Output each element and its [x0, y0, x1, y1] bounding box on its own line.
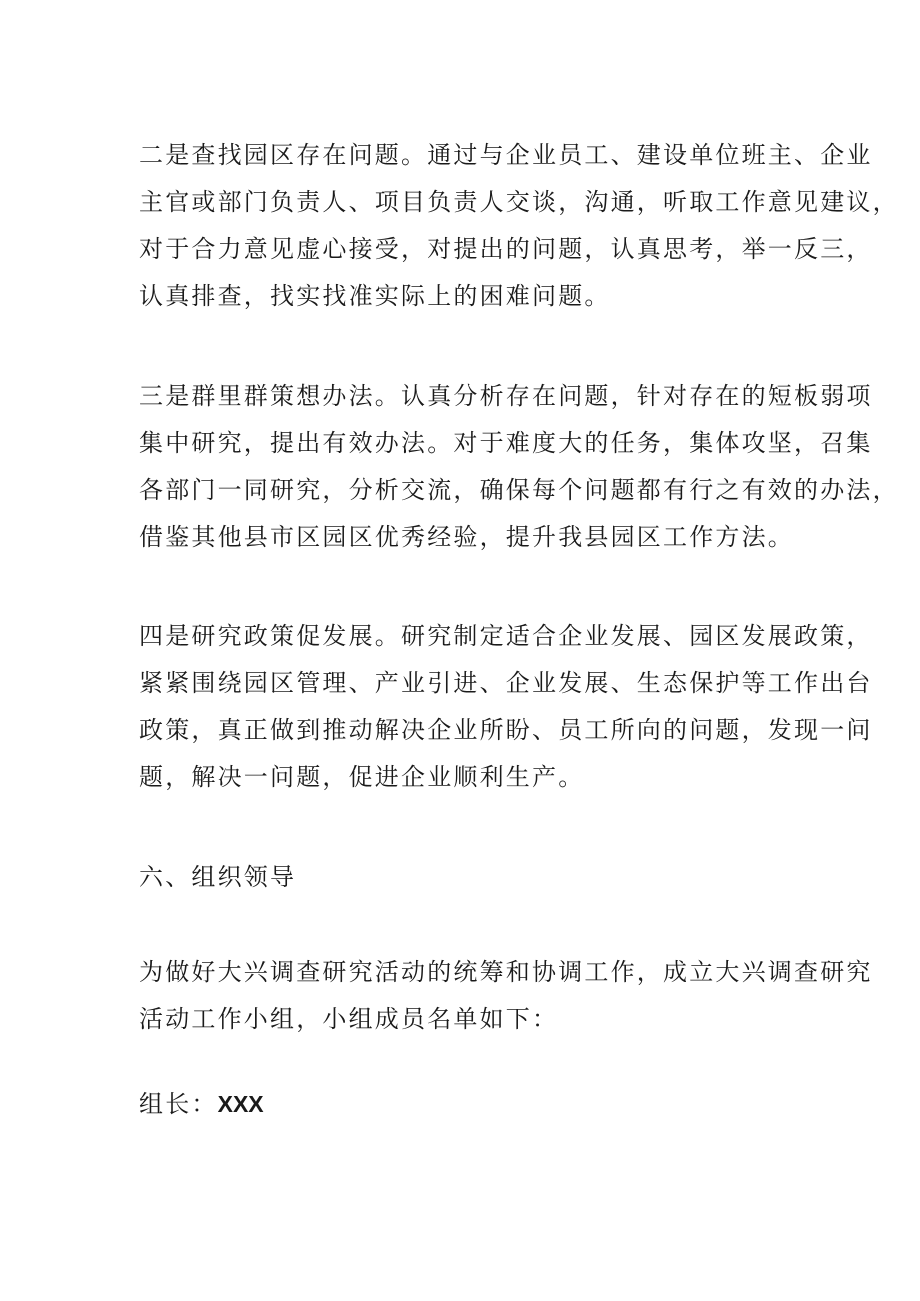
group-leader	[139, 1081, 804, 1128]
paragraph-collective-solutions	[139, 373, 899, 561]
text-line: 四是研究政策促发展。研究制定适合企业发展、园区发展政策，	[139, 622, 873, 650]
text-line: 活动工作小组，小组成员名单如下：	[139, 1005, 559, 1033]
text-line: 主官或部门负责人、项目负责人交谈，沟通，听取工作意见建议，	[139, 188, 899, 216]
paragraph-working-group	[139, 949, 873, 1043]
text-line: 集中研究，提出有效办法。对于难度大的任务，集体攻坚，召集	[139, 429, 873, 457]
text-line: 认真排查，找实找准实际上的困难问题。	[139, 282, 611, 310]
text-line: 各部门一同研究，分析交流，确保每个问题都有行之有效的办法，	[139, 476, 899, 504]
text-line: 题，解决一问题，促进企业顺利生产。	[139, 763, 585, 791]
group-leader-label: 组长：	[139, 1090, 218, 1118]
paragraph-policy-research	[139, 613, 873, 801]
text-line: 紧紧围绕园区管理、产业引进、企业发展、生态保护等工作出台	[139, 669, 873, 697]
text-line: 为做好大兴调查研究活动的统筹和协调工作，成立大兴调查研究	[139, 958, 873, 986]
text-line: 二是查找园区存在问题。通过与企业员工、建设单位班主、企业	[139, 141, 873, 169]
text-line: 对于合力意见虚心接受，对提出的问题，认真思考，举一反三，	[139, 235, 873, 263]
text-line: 借鉴其他县市区园区优秀经验，提升我县园区工作方法。	[139, 523, 794, 551]
text-line: 三是群里群策想办法。认真分析存在问题，针对存在的短板弱项	[139, 382, 873, 410]
group-leader-line	[139, 1081, 804, 1128]
text-line: 政策，真正做到推动解决企业所盼、员工所向的问题，发现一问	[139, 716, 873, 744]
section-heading-text: 六、组织领导	[139, 863, 297, 891]
group-leader-name: XXX	[217, 1091, 264, 1117]
section-heading	[139, 854, 804, 901]
paragraph-find-problems	[139, 132, 899, 320]
